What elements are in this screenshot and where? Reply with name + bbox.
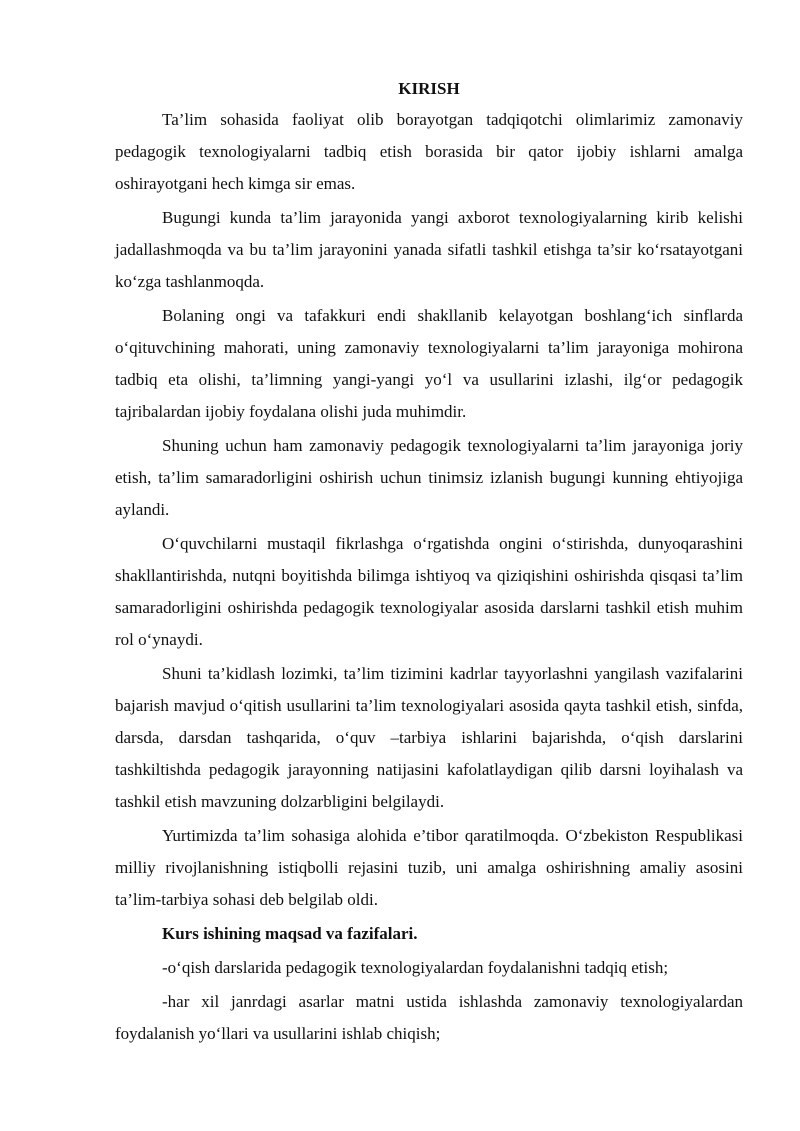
document-page [115,75,743,1050]
paragraph-3: Bolaning ongi va tafakkuri endi shakllanib kelayotgan boshlang‘ich sinflarda o‘qituvchining mahorati, uning zamonaviy texnologiyalarni ta’lim jarayoniga mohirona tadbiq eta olishi, ta’limning yangi-yangi yo‘l va usullarini izlashi, ilg‘or pedagogik tajribalardan ijobiy foydalana olishi juda muhimdir. [115,306,743,421]
goal-item-2: -har xil janrdagi asarlar matni ustida ishlashda zamonaviy texnologiyalardan foydalanish yo‘llari va usullarini ishlab chiqish; [115,992,743,1043]
paragraph-5: O‘quvchilarni mustaqil fikrlashga o‘rgatishda ongini o‘stirishda, dunyoqarashini shakllantirishda, nutqni boyitishda bilimga ishtiyoq va qiziqishini oshirishda qisqasi ta’lim samaradorligini oshirishda pedagogik texnologiyalar asosida darslarni tashkil etish muhim rol o‘ynaydi. [115,534,743,649]
paragraph-2: Bugungi kunda ta’lim jarayonida yangi axborot texnologiyalarning kirib kelishi jadallashmoqda va bu ta’lim jarayonini yanada sifatli tashkil etishga ta’sir ko‘rsatayotgani ko‘zga tashlanmoqda. [115,208,743,291]
paragraph-1: Ta’lim sohasida faoliyat olib borayotgan tadqiqotchi olimlarimiz zamonaviy pedagogik texnologiyalarni tadbiq etish borasida bir qator ijobiy ishlarni amalga oshirayotgani hech kimga sir emas. [115,110,743,193]
page-title: KIRISH [398,79,460,98]
section-heading: Kurs ishining maqsad va fazifalari. [162,924,418,943]
paragraph-4: Shuning uchun ham zamonaviy pedagogik texnologiyalarni ta’lim jarayoniga joriy etish, ta’lim samaradorligini oshirish uchun tinimsiz izlanish bugungi kunning ehtiyojiga aylandi. [115,436,743,519]
paragraph-7: Yurtimizda ta’lim sohasiga alohida e’tibor qaratilmoqda. O‘zbekiston Respublikasi milliy rivojlanishning istiqbolli rejasini tuzib, uni amalga oshirishning amaliy asosini ta’lim-tarbiya sohasi deb belgilab oldi. [115,826,743,909]
goal-item-1: -o‘qish darslarida pedagogik texnologiyalardan foydalanishni tadqiq etish; [162,958,669,977]
paragraph-6: Shuni ta’kidlash lozimki, ta’lim tizimini kadrlar tayyorlashni yangilash vazifalarini bajarish mavjud o‘qitish usullarini ta’lim texnologiyalari asosida qayta tashkil etish, sinfda, darsda, darsdan tashqarida, o‘quv –tarbiya ishlarini bajarishda, o‘qish darslarini tashkiltishda pedagogik jarayonning natijasini kafolatlaydigan qilib darsni loyihalash va tashkil etish mavzuning dolzarbligini belgilaydi. [115,664,743,811]
